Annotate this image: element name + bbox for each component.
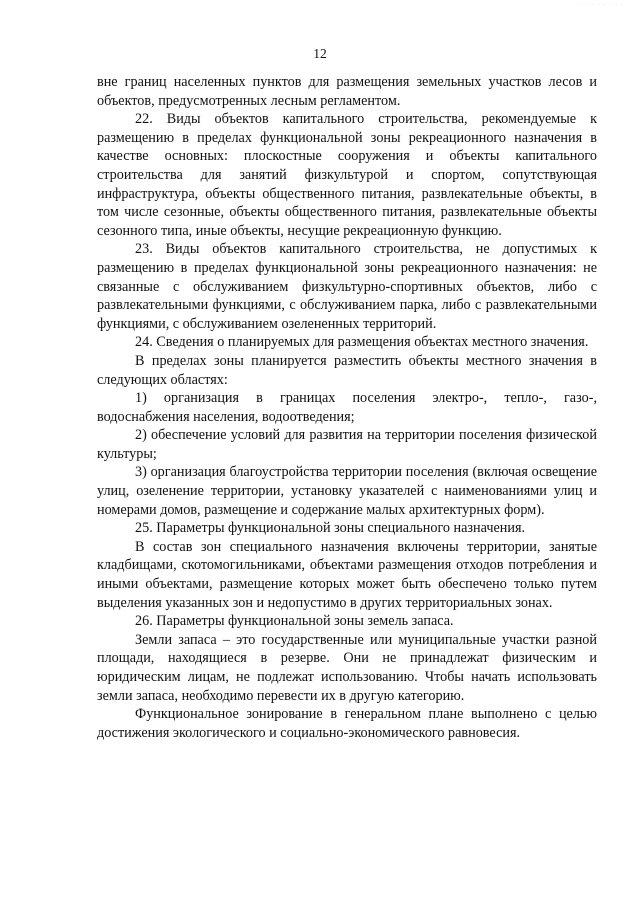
paragraph-23: 23. Виды объектов капитального строительства, не допустимых к размещению в пределах функциональной зоны рекреационного назначения: не связанные с обслуживанием физкультурно-спортивных объектов, либо с развлекательными функциями, с обслуживанием парка, либо с развлекательными функциями, с обслуживанием озелененных территорий.	[97, 241, 597, 332]
list-item-3: 3) организация благоустройства территории поселения (включая освещение улиц, озеленение территории, установку указателей с наименованиями улиц и номерами домов, размещение и содержание малых архитектурных форм).	[97, 464, 597, 518]
paragraph-special-zones: В состав зон специального назначения включены территории, занятые кладбищами, скотомогильниками, объектами размещения отходов потребления и иными объектами, размещение которых может быть обеспечено только путем выделения указанных зон и недопустимо в других территориальных зонах.	[97, 538, 597, 611]
paragraph-zone-plan: В пределах зоны планируется разместить объекты местного значения в следующих областях:	[97, 352, 597, 388]
paragraph-22: 22. Виды объектов капитального строительства, рекомендуемые к размещению в пределах функциональной зоны рекреационного назначения в качестве основных: плоскостные сооружения и объекты капитального строительства для занятий физкультурой и спортом, сопутствующая инфраструктура, объекты общественного питания, развлекательные объекты, в том числе сезонные, объекты общественного питания, развлекательные объекты сезонного типа, иные объекты, несущие рекреационную функцию.	[97, 111, 597, 239]
list-item-1: 1) организация в границах поселения электро-, тепло-, газо-, водоснабжения населения, водоотведения;	[97, 390, 597, 425]
paragraph-26-heading: 26. Параметры функциональной зоны земель запаса.	[135, 613, 454, 630]
paragraph-24-heading: 24. Сведения о планируемых для размещения объектах местного значения.	[135, 334, 589, 351]
document-body	[97, 73, 597, 742]
paragraph-continuation: вне границ населенных пунктов для размещения земельных участков лесов и объектов, предусмотренных лесным регламентом.	[97, 74, 597, 109]
paragraph-25-heading: 25. Параметры функциональной зоны специального назначения.	[135, 520, 526, 537]
list-item-2: 2) обеспечение условий для развития на территории поселения физической культуры;	[97, 427, 597, 462]
page-number: 12	[313, 46, 327, 61]
paragraph-conclusion: Функциональное зонирование в генеральном плане выполнено с целью достижения экологического и социально-экономического равновесия.	[97, 706, 597, 741]
scan-artifact: · · · · · · · ·	[580, 2, 624, 9]
paragraph-reserve-lands: Земли запаса – это государственные или муниципальные участки разной площади, находящиеся в резерве. Они не принадлежат физическим и юридическим лицам, не подлежат использованию. Чтобы начать использовать земли запаса, необходимо перевести их в другую категорию.	[97, 631, 597, 704]
